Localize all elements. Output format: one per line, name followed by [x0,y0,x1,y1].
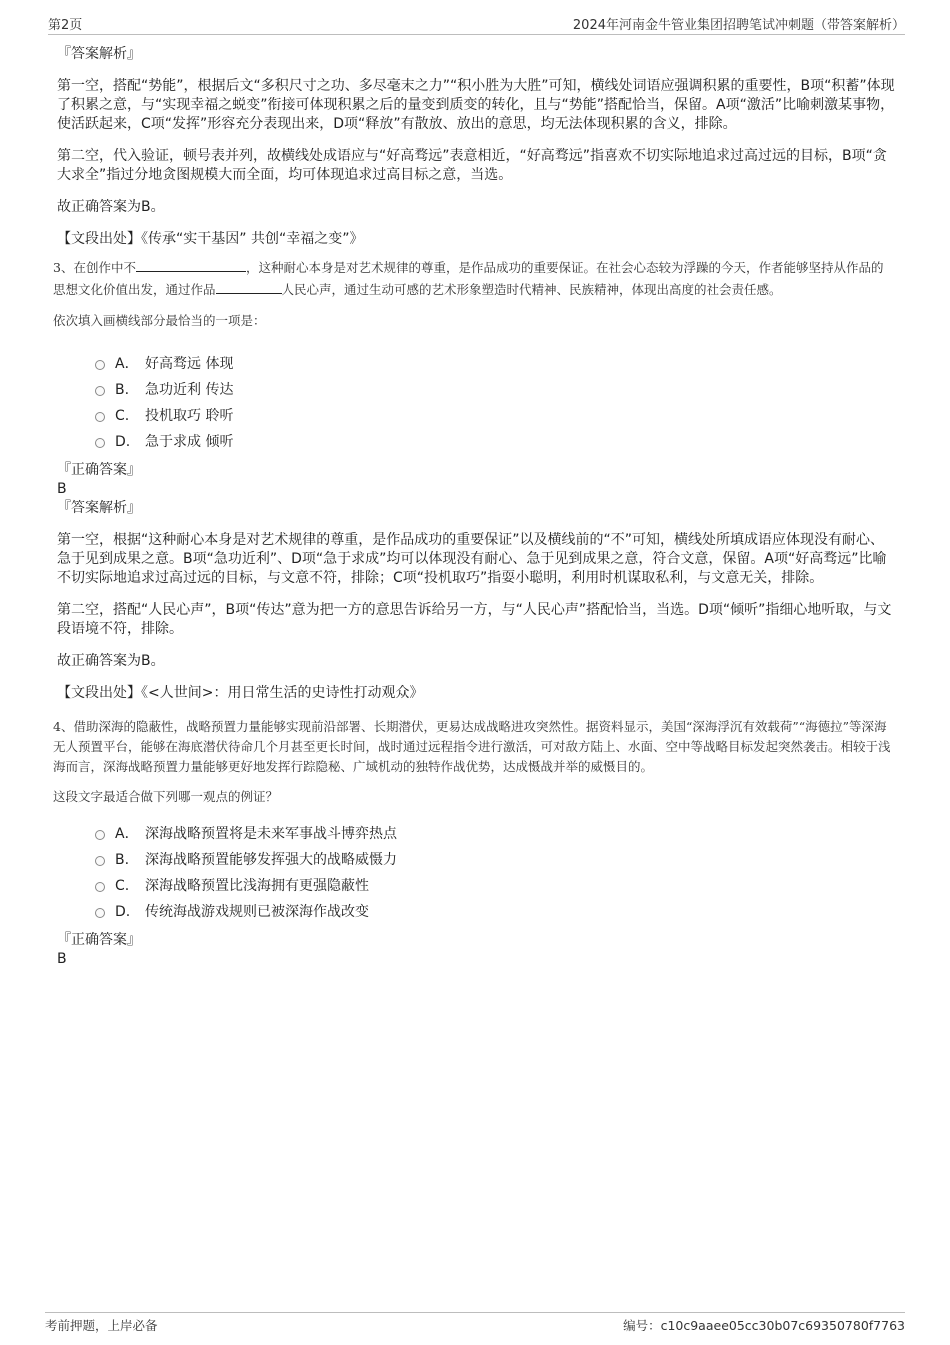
fill-blank [216,281,282,294]
option-letter: B. [115,382,130,398]
question-4-text: 4、借助深海的隐蔽性，战略预置力量能够实现前沿部署、长期潜伏，更易达成战略进攻突然性。据资料显示，美国“深海浮沉有效载荷”“海德拉”等深海无人预置平台，能够在海底潜伏待命几个月甚至更长时间，战时通过远程指令进行激活，可对敌方陆上、水面、空中等战略目标发起突然袭击。相较于浅海而言，深海战略预置力量能够更好地发挥行踪隐秘、广域机动的独特作战优势，达成慑战并举的威慑目的。 [53,719,891,774]
document-code: 编号：c10c9aaee05cc30b07c69350780f7763 [623,1318,905,1333]
page-content [55,45,895,977]
correct-answer-label: 『正确答案』 [57,932,141,948]
radio-button[interactable] [95,908,105,918]
document-title: 2024年河南金牛管业集团招聘笔试冲刺题（带答案解析） [572,18,905,33]
radio-button[interactable] [95,856,105,866]
option-d[interactable] [95,899,895,925]
option-text: 急于求成 倾听 [145,434,234,450]
option-text: 传统海战游戏规则已被深海作战改变 [145,904,369,920]
radio-button[interactable] [95,438,105,448]
question-text-part: 3、在创作中不 [53,260,136,275]
option-c[interactable] [95,873,895,899]
source-citation: 【文段出处】《<人世间>：用日常生活的史诗性打动观众》 [57,685,424,701]
fill-blank [136,259,246,272]
radio-button[interactable] [95,360,105,370]
correct-answer: B [57,481,67,497]
option-c[interactable] [95,403,895,429]
option-letter: A． [115,826,139,842]
option-letter: D. [115,434,131,450]
radio-button[interactable] [95,882,105,892]
radio-button[interactable] [95,830,105,840]
option-a[interactable] [95,821,895,847]
correct-answer: B [57,951,67,967]
option-letter: C. [115,408,130,424]
analysis-paragraph: 第二空，搭配“人民心声”，B项“传达”意为把一方的意思告诉给另一方，与“人民心声”搭配恰当，当选。D项“倾听”指细心地听取，与文段语境不符，排除。 [57,602,892,637]
radio-button[interactable] [95,412,105,422]
analysis-paragraph: 第一空，搭配“势能”，根据后文“多积尺寸之功、多尽毫末之力”“积小胜为大胜”可知，横线处词语应强调积累的重要性，B项“积蓄”体现了积累之意，与“实现幸福之蜕变”衔接可体现积累之后的量变到质变的转化，且与“势能”搭配恰当，保留。A项“激活”比喻刺激某事物，使活跃起来，C项“发挥”形容充分表现出来，D项“释放”有散放、放出的意思，均无法体现积累的含义，排除。 [57,78,895,132]
option-text: 急功近利 传达 [145,382,234,398]
page-header [48,12,905,35]
options-list [95,821,895,925]
analysis-paragraph: 第一空，根据“这种耐心本身是对艺术规律的尊重，是作品成功的重要保证”以及横线前的“不”可知，横线处所填成语应体现没有耐心、急于见到成果之意。B项“急功近利”、D项“急于求成”均可以体现没有耐心、急于见到成果之意，符合文意，保留。A项“好高骛远”比喻不切实际地追求过高过远的目标，与文意不符，排除；C项“投机取巧”指耍小聪明，利用时机谋取私利，与文意无关，排除。 [57,532,887,586]
correct-answer-label: 『正确答案』 [57,462,141,478]
option-text: 投机取巧 聆听 [145,408,234,424]
source-citation: 【文段出处】《传承“实干基因” 共创“幸福之变”》 [57,231,364,247]
question-text-part: ，这种耐心本身是对艺术规律的尊重，是作品成功的重要保证。在社会心态较为浮躁的今天，作者能够坚持从作品的思想文化价值出发，通过作品 [53,260,884,297]
option-letter: D. [115,904,131,920]
options-list [95,351,895,455]
option-b[interactable] [95,377,895,403]
analysis-paragraph: 第二空，代入验证，顿号表并列，故横线处成语应与“好高骛远”表意相近，“好高骛远”指喜欢不切实际地追求过高过远的目标，B项“贪大求全”指过分地贪图规模大而全面，均可体现追求过高目标之意，当选。 [57,148,887,183]
option-letter: B. [115,852,130,868]
analysis-label: 『答案解析』 [57,500,141,516]
radio-button[interactable] [95,386,105,396]
page-footer [45,1312,905,1337]
option-b[interactable] [95,847,895,873]
question-text-part: 人民心声，通过生动可感的艺术形象塑造时代精神、民族精神，体现出高度的社会责任感。 [281,282,782,297]
option-d[interactable] [95,429,895,455]
option-letter: C. [115,878,130,894]
option-a[interactable] [95,351,895,377]
analysis-conclusion: 故正确答案为B。 [57,653,165,669]
analysis-conclusion: 故正确答案为B。 [57,199,165,215]
question-prompt: 这段文字最适合做下列哪一观点的例证？ [53,789,279,804]
option-text: 好高骛远 体现 [145,356,234,372]
option-text: 深海战略预置将是未来军事战斗博弈热点 [145,826,397,842]
option-text: 深海战略预置比浅海拥有更强隐蔽性 [145,878,369,894]
question-3-text [53,257,895,301]
analysis-label: 『答案解析』 [57,46,141,62]
page-number: 第2页 [48,18,83,33]
question-prompt: 依次填入画横线部分最恰当的一项是： [53,313,266,328]
option-letter: A． [115,356,139,372]
option-text: 深海战略预置能够发挥强大的战略威慑力 [145,852,397,868]
footer-slogan: 考前押题，上岸必备 [45,1318,158,1333]
